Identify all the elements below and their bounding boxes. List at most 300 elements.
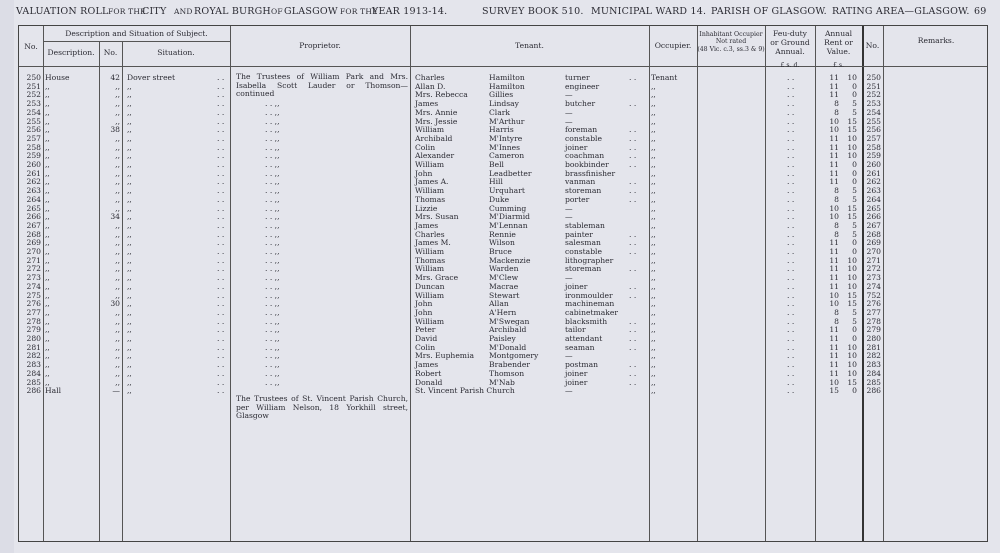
cell-desc: ,, xyxy=(45,273,50,283)
cell-tf: Mrs. Euphemia xyxy=(415,351,474,361)
cell-sit: ,, xyxy=(127,99,132,109)
cell-pounds: 8 xyxy=(834,316,839,326)
cell-occ: — xyxy=(565,203,573,213)
cell-tf: Thomas xyxy=(415,194,446,204)
cell-occupier: ,, xyxy=(651,160,656,169)
cell-tl: Clark xyxy=(489,107,510,117)
cell-occ: postman xyxy=(565,360,599,370)
cell-sit: ,, xyxy=(127,177,132,187)
cell-num: ,, xyxy=(115,142,120,152)
cell-tl: M'Donald xyxy=(489,342,527,352)
cell-tl: Lindsay xyxy=(489,99,519,109)
cell-feu: . . xyxy=(787,212,795,222)
cell-pounds: 11 xyxy=(829,255,839,265)
cell-tf: Mrs. Susan xyxy=(415,212,459,222)
cell-prop: . . ,, xyxy=(265,360,280,370)
cell-occ: storeman xyxy=(565,186,602,196)
cell-sit: ,, xyxy=(127,203,132,213)
cell-feu: . . xyxy=(787,307,795,317)
cell-desc: ,, xyxy=(45,186,50,196)
cell-shillings: 10 xyxy=(847,133,857,143)
cell-dots: . . xyxy=(217,133,225,143)
cell-no2: 270 xyxy=(866,247,881,256)
cell-sit: ,, xyxy=(127,368,132,378)
cell-no: 256 xyxy=(26,125,41,135)
cell-occupier: ,, xyxy=(651,351,656,361)
cell-sit: ,, xyxy=(127,334,132,343)
cell-shillings: 10 xyxy=(847,142,857,152)
cell-occd: . . xyxy=(629,229,637,239)
feu-units: £ s. d. xyxy=(780,62,800,69)
cell-shillings: 10 xyxy=(847,281,857,291)
cell-feu: . . xyxy=(787,168,795,178)
cell-num: ,, xyxy=(115,107,120,117)
cell-sit: ,, xyxy=(127,281,132,291)
cell-tf: Mrs. Jessie xyxy=(415,116,458,126)
cell-prop: . . ,, xyxy=(265,368,280,378)
header-page-number: 69 xyxy=(974,6,987,17)
cell-sit: ,, xyxy=(127,325,132,335)
col-feu xyxy=(765,29,815,56)
cell-dots: . . xyxy=(217,316,225,326)
cell-occupier: ,, xyxy=(651,220,656,230)
cell-occ: stableman xyxy=(565,220,605,230)
cell-no: 268 xyxy=(26,229,41,239)
cell-occupier: ,, xyxy=(651,151,656,161)
cell-no2: 265 xyxy=(866,203,881,213)
cell-occd: . . xyxy=(629,99,637,109)
cell-occupier: ,, xyxy=(651,368,656,378)
cell-pounds: 11 xyxy=(829,247,839,256)
cell-desc: ,, xyxy=(45,264,50,274)
cell-occupier: ,, xyxy=(651,247,656,256)
cell-pounds: 11 xyxy=(829,151,839,161)
cell-occ: — xyxy=(565,212,573,222)
cell-no: 276 xyxy=(26,299,41,309)
cell-shillings: 10 xyxy=(847,360,857,370)
cell-pounds: 10 xyxy=(829,290,839,300)
cell-prop: . . ,, xyxy=(265,342,280,352)
cell-feu: . . xyxy=(787,90,795,100)
cell-desc: ,, xyxy=(45,334,50,343)
cell-pounds: 8 xyxy=(834,107,839,117)
cell-pounds: 10 xyxy=(829,116,839,126)
cell-dots: . . xyxy=(217,168,225,178)
cell-prop: . . ,, xyxy=(265,334,280,343)
cell-feu: . . xyxy=(787,142,795,152)
table-row xyxy=(19,170,987,179)
cell-occ: joiner xyxy=(565,281,588,291)
cell-num: ,, xyxy=(115,160,120,169)
cell-desc: ,, xyxy=(45,299,50,309)
cell-feu: . . xyxy=(787,107,795,117)
cell-desc: ,, xyxy=(45,151,50,161)
cell-prop: . . ,, xyxy=(265,299,280,309)
cell-occd: . . xyxy=(629,290,637,300)
cell-shillings: 10 xyxy=(847,342,857,352)
cell-pounds: 11 xyxy=(829,351,839,361)
cell-occd: . . xyxy=(629,281,637,291)
cell-occd: . . xyxy=(629,264,637,274)
cell-dots: . . xyxy=(217,194,225,204)
cell-no2: 282 xyxy=(866,351,881,361)
inhabitant-line-1: Inhabitant Occupier xyxy=(699,31,763,38)
page-header xyxy=(16,6,990,20)
cell-num: ,, xyxy=(115,247,120,256)
cell-occupier: Tenant xyxy=(651,73,678,82)
cell-prop: . . ,, xyxy=(265,377,280,387)
cell-feu: . . xyxy=(787,99,795,109)
cell-sit: ,, xyxy=(127,81,132,91)
cell-occupier: ,, xyxy=(651,142,656,152)
cell-sit: ,, xyxy=(127,273,132,283)
cell-desc: ,, xyxy=(45,203,50,213)
cell-shillings: 10 xyxy=(847,151,857,161)
cell-no2: 251 xyxy=(866,81,881,91)
cell-no: 275 xyxy=(26,290,41,300)
cell-feu: . . xyxy=(787,334,795,343)
cell-no2: 286 xyxy=(866,386,881,396)
cell-tf: Colin xyxy=(415,142,436,152)
cell-pounds: 8 xyxy=(834,220,839,230)
cell-num: ,, xyxy=(115,377,120,387)
cell-sit: ,, xyxy=(127,168,132,178)
cell-num: ,, xyxy=(115,116,120,126)
cell-shillings: 10 xyxy=(847,255,857,265)
cell-tl: Macrae xyxy=(489,281,519,291)
cell-no: 282 xyxy=(26,351,41,361)
cell-num: ,, xyxy=(115,81,120,91)
header-title-6: OF xyxy=(271,7,283,16)
cell-occupier: ,, xyxy=(651,342,656,352)
cell-feu: . . xyxy=(787,386,795,396)
cell-shillings: 0 xyxy=(852,81,857,91)
cell-occ: constable xyxy=(565,247,602,256)
header-year: YEAR 1913-14. xyxy=(372,6,448,17)
cell-prop: . . ,, xyxy=(265,281,280,291)
cell-occupier: ,, xyxy=(651,255,656,265)
cell-no2: 260 xyxy=(866,160,881,169)
cell-sit: ,, xyxy=(127,160,132,169)
cell-pounds: 11 xyxy=(829,325,839,335)
cell-occupier: ,, xyxy=(651,229,656,239)
cell-occ: engineer xyxy=(565,81,600,91)
cell-no2: 268 xyxy=(866,229,881,239)
cell-tl: Duke xyxy=(489,194,510,204)
rent-line-2: Rent or xyxy=(824,38,853,47)
cell-dots: . . xyxy=(217,255,225,265)
cell-desc: ,, xyxy=(45,99,50,109)
cell-tf: William xyxy=(415,247,445,256)
cell-occupier: ,, xyxy=(651,299,656,309)
cell-tl: M'Lennan xyxy=(489,220,528,230)
cell-no2: 261 xyxy=(866,168,881,178)
cell-tf: Alexander xyxy=(415,151,455,161)
cell-occupier: ,, xyxy=(651,264,656,274)
cell-prop: . . ,, xyxy=(265,151,280,161)
cell-prop: . . ,, xyxy=(265,212,280,222)
cell-occ: machineman xyxy=(565,299,615,309)
cell-no2: 269 xyxy=(866,238,881,248)
cell-prop: . . ,, xyxy=(265,316,280,326)
cell-tl: M'Innes xyxy=(489,142,521,152)
cell-no: 278 xyxy=(26,316,41,326)
cell-desc: ,, xyxy=(45,168,50,178)
cell-feu: . . xyxy=(787,133,795,143)
cell-tf: Archibald xyxy=(415,133,453,143)
cell-num: ,, xyxy=(115,264,120,274)
cell-occ: bookbinder xyxy=(565,160,609,169)
cell-prop: . . ,, xyxy=(265,255,280,265)
cell-tl: Wilson xyxy=(489,238,515,248)
cell-shillings: 15 xyxy=(847,299,857,309)
cell-occupier: ,, xyxy=(651,281,656,291)
header-title-1: VALUATION ROLL xyxy=(16,6,109,17)
cell-occ: — xyxy=(565,116,573,126)
cell-shillings: 0 xyxy=(852,238,857,248)
header-title-7: GLASGOW xyxy=(284,6,338,17)
cell-tf: James M. xyxy=(415,238,451,248)
cell-num: 42 xyxy=(110,73,120,82)
cell-sit: ,, xyxy=(127,351,132,361)
cell-feu: . . xyxy=(787,151,795,161)
proprietor-main: The Trustees of William Park and Mrs. Isabella Scott Lauder or Thomson—continued xyxy=(236,72,408,99)
cell-occ: painter xyxy=(565,229,593,239)
cell-prop: . . ,, xyxy=(265,220,280,230)
table-row xyxy=(19,387,987,396)
cell-prop: . . ,, xyxy=(265,203,280,213)
cell-occ: ironmoulder xyxy=(565,290,613,300)
cell-occd: . . xyxy=(629,177,637,187)
cell-tf: William xyxy=(415,160,445,169)
cell-tf: Peter xyxy=(415,325,436,335)
cell-desc: ,, xyxy=(45,107,50,117)
cell-no: 260 xyxy=(26,160,41,169)
cell-tl: M'Arthur xyxy=(489,116,525,126)
cell-occupier: ,, xyxy=(651,107,656,117)
cell-sit: ,, xyxy=(127,90,132,100)
cell-shillings: 10 xyxy=(847,351,857,361)
cell-sit: ,, xyxy=(127,125,132,135)
cell-shillings: 5 xyxy=(852,186,857,196)
header-title-5: ROYAL BURGH xyxy=(194,6,271,17)
cell-occd: . . xyxy=(629,247,637,256)
cell-pounds: 10 xyxy=(829,299,839,309)
cell-shillings: 15 xyxy=(847,212,857,222)
cell-pounds: 11 xyxy=(829,73,839,82)
cell-feu: . . xyxy=(787,203,795,213)
cell-no2: 262 xyxy=(866,177,881,187)
cell-no: 251 xyxy=(26,81,41,91)
cell-prop: . . ,, xyxy=(265,133,280,143)
cell-no: 270 xyxy=(26,247,41,256)
cell-prop: . . ,, xyxy=(265,177,280,187)
cell-num: ,, xyxy=(115,203,120,213)
cell-desc: ,, xyxy=(45,238,50,248)
cell-num: ,, xyxy=(115,342,120,352)
cell-no2: 253 xyxy=(866,99,881,109)
cell-feu: . . xyxy=(787,229,795,239)
cell-tf: Mrs. Rebecca xyxy=(415,90,468,100)
cell-prop: . . ,, xyxy=(265,99,280,109)
cell-tl: M'Intyre xyxy=(489,133,523,143)
cell-tf: William xyxy=(415,290,445,300)
cell-no2: 274 xyxy=(866,281,881,291)
cell-tl: Paisley xyxy=(489,334,516,343)
cell-prop: . . ,, xyxy=(265,247,280,256)
cell-tf: Donald xyxy=(415,377,443,387)
cell-occd: . . xyxy=(629,133,637,143)
cell-tf: Mrs. Annie xyxy=(415,107,458,117)
cell-shillings: 0 xyxy=(852,325,857,335)
cell-occd: . . xyxy=(629,125,637,135)
cell-no2: 271 xyxy=(866,255,881,265)
cell-no: 273 xyxy=(26,273,41,283)
col-tenant: Tenant. xyxy=(515,41,544,50)
cell-occ: — xyxy=(565,386,573,396)
cell-tl: Urquhart xyxy=(489,186,525,196)
cell-occ: porter xyxy=(565,194,590,204)
cell-feu: . . xyxy=(787,351,795,361)
cell-num: ,, xyxy=(115,90,120,100)
col-number: No. xyxy=(103,48,118,57)
cell-tl: M'Clew xyxy=(489,273,519,283)
cell-shillings: 5 xyxy=(852,316,857,326)
cell-occ: turner xyxy=(565,73,590,82)
cell-prop: . . ,, xyxy=(265,107,280,117)
cell-desc: ,, xyxy=(45,290,50,300)
cell-num: ,, xyxy=(115,368,120,378)
cell-tl: M'Diarmid xyxy=(489,212,531,222)
cell-dots: . . xyxy=(217,325,225,335)
cell-prop: . . ,, xyxy=(265,125,280,135)
cell-tl: Cumming xyxy=(489,203,527,213)
cell-no2: 254 xyxy=(866,107,881,117)
cell-tl: Cameron xyxy=(489,151,525,161)
cell-desc: ,, xyxy=(45,255,50,265)
cell-shillings: 5 xyxy=(852,220,857,230)
cell-no: 261 xyxy=(26,168,41,178)
cell-no: 269 xyxy=(26,238,41,248)
cell-prop: . . ,, xyxy=(265,238,280,248)
cell-tl: Hamilton xyxy=(489,73,525,82)
cell-dots: . . xyxy=(217,238,225,248)
cell-desc: ,, xyxy=(45,133,50,143)
cell-occd: . . xyxy=(629,316,637,326)
cell-num: ,, xyxy=(115,177,120,187)
cell-occupier: ,, xyxy=(651,212,656,222)
cell-occd: . . xyxy=(629,186,637,196)
cell-dots: . . xyxy=(217,203,225,213)
cell-tf: St. Vincent Parish Church xyxy=(415,386,515,396)
cell-occupier: ,, xyxy=(651,307,656,317)
cell-no2: 256 xyxy=(866,125,881,135)
cell-no: 280 xyxy=(26,334,41,343)
cell-feu: . . xyxy=(787,377,795,387)
cell-shillings: 15 xyxy=(847,203,857,213)
cell-no: 258 xyxy=(26,142,41,152)
cell-prop: . . ,, xyxy=(265,290,280,300)
cell-occupier: ,, xyxy=(651,90,656,100)
cell-num: ,, xyxy=(115,255,120,265)
cell-dots: . . xyxy=(217,107,225,117)
cell-pounds: 11 xyxy=(829,368,839,378)
cell-feu: . . xyxy=(787,247,795,256)
col-occupier: Occupier. xyxy=(654,41,692,50)
cell-num: 34 xyxy=(110,212,120,222)
cell-num: 30 xyxy=(110,299,120,309)
cell-pounds: 8 xyxy=(834,194,839,204)
cell-occ: seaman xyxy=(565,342,595,352)
cell-occ: attendant xyxy=(565,334,603,343)
cell-shillings: 0 xyxy=(852,247,857,256)
cell-no2: 267 xyxy=(866,220,881,230)
cell-dots: . . xyxy=(217,307,225,317)
cell-feu: . . xyxy=(787,73,795,82)
cell-sit: ,, xyxy=(127,255,132,265)
cell-tl: Gillies xyxy=(489,90,514,100)
cell-num: ,, xyxy=(115,334,120,343)
cell-occd: . . xyxy=(629,194,637,204)
cell-desc: ,, xyxy=(45,368,50,378)
cell-num: ,, xyxy=(115,186,120,196)
cell-desc: ,, xyxy=(45,116,50,126)
cell-shillings: 5 xyxy=(852,307,857,317)
cell-no: 253 xyxy=(26,99,41,109)
cell-feu: . . xyxy=(787,360,795,370)
cell-shillings: 10 xyxy=(847,73,857,82)
cell-no2: 278 xyxy=(866,316,881,326)
cell-dots: . . xyxy=(217,334,225,343)
cell-tl: Bell xyxy=(489,160,504,169)
cell-shillings: 5 xyxy=(852,107,857,117)
cell-feu: . . xyxy=(787,281,795,291)
cell-prop: . . ,, xyxy=(265,186,280,196)
cell-shillings: 10 xyxy=(847,273,857,283)
cell-num: ,, xyxy=(115,351,120,361)
cell-no: 281 xyxy=(26,342,41,352)
cell-shillings: 5 xyxy=(852,229,857,239)
cell-sit: ,, xyxy=(127,238,132,248)
cell-pounds: 15 xyxy=(829,386,839,396)
cell-no: 250 xyxy=(26,73,41,82)
cell-pounds: 11 xyxy=(829,264,839,274)
cell-desc: Hall xyxy=(45,386,62,396)
cell-pounds: 11 xyxy=(829,281,839,291)
subject-rule xyxy=(43,41,230,42)
cell-pounds: 10 xyxy=(829,377,839,387)
cell-occupier: ,, xyxy=(651,377,656,387)
cell-no2: 285 xyxy=(866,377,881,387)
header-title-8: FOR THE xyxy=(340,7,378,16)
header-title-3: CITY xyxy=(142,6,167,17)
cell-no: 283 xyxy=(26,360,41,370)
cell-no2: 259 xyxy=(866,151,881,161)
cell-pounds: 11 xyxy=(829,160,839,169)
cell-sit: ,, xyxy=(127,386,132,396)
cell-shillings: 15 xyxy=(847,290,857,300)
cell-dots: . . xyxy=(217,186,225,196)
cell-sit: ,, xyxy=(127,220,132,230)
cell-tf: William xyxy=(415,125,445,135)
cell-num: — xyxy=(112,386,120,396)
cell-tl: A'Hern xyxy=(489,307,517,317)
cell-dots: . . xyxy=(217,177,225,187)
cell-occ: joiner xyxy=(565,368,588,378)
cell-num: ,, xyxy=(115,360,120,370)
cell-occ: — xyxy=(565,90,573,100)
cell-occd: . . xyxy=(629,377,637,387)
